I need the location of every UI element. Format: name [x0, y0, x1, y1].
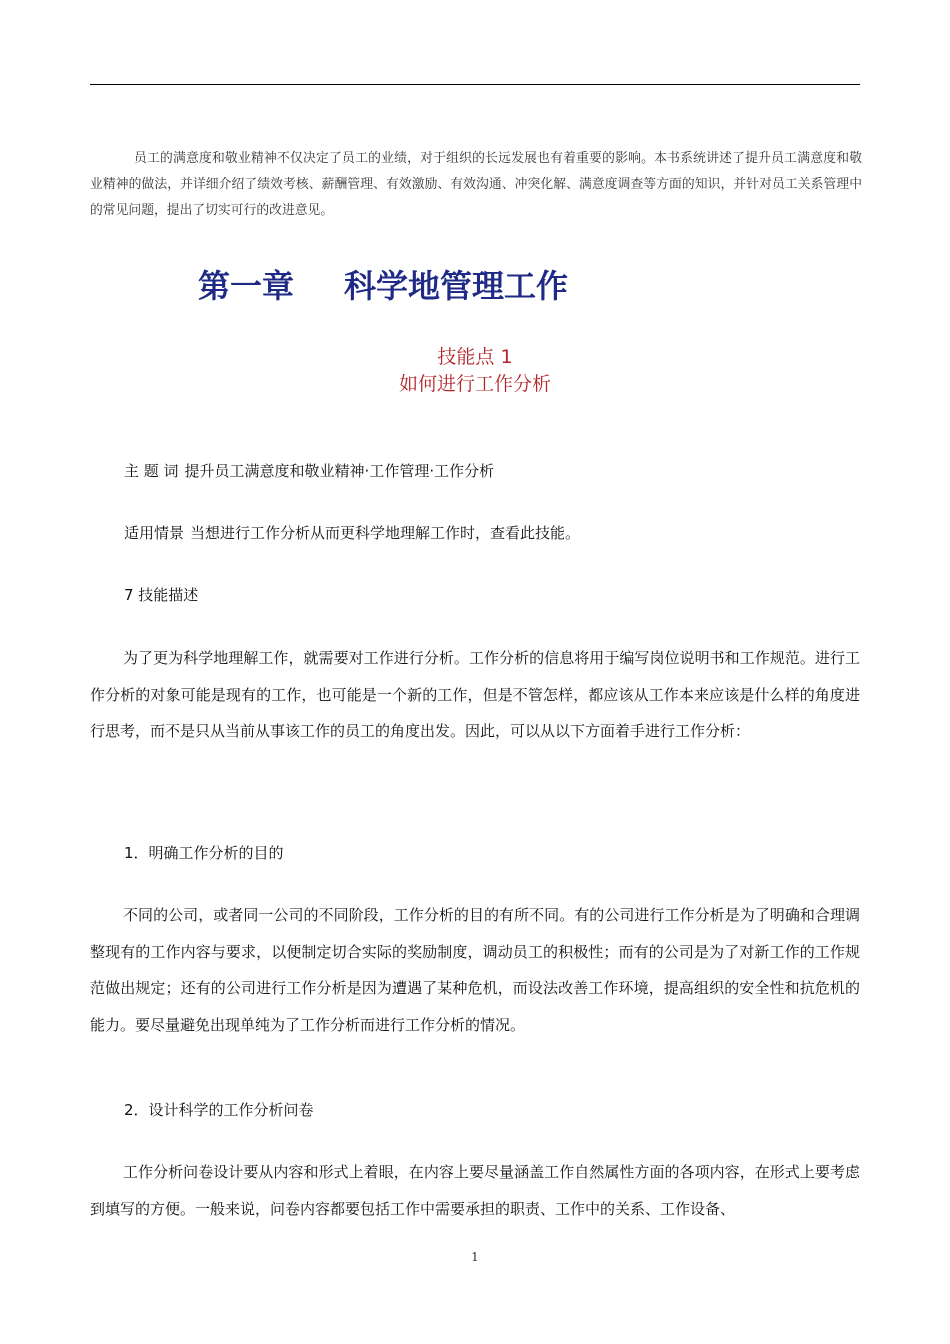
scenario-line [124, 522, 580, 543]
section-heading-1: 1．明确工作分析的目的 [124, 844, 284, 862]
keywords-value: 提升员工满意度和敬业精神·工作管理·工作分析 [184, 462, 495, 480]
skill-title: 如何进行工作分析 [398, 373, 551, 395]
page-number: 1 [471, 1250, 479, 1264]
body-paragraph-1: 为了更为科学地理解工作，就需要对工作进行分析。工作分析的信息将用于编写岗位说明书和工作规范。进行工作分析的对象可能是现有的工作，也可能是一个新的工作，但是不管怎样，都应该从工作本来应该是什么样的角度进行思考，而不是只从当前从事该工作的员工的角度出发。因此，可以从以下方面着手进行工作分析： [90, 649, 860, 740]
scenario-label: 适用情景 [124, 524, 185, 542]
body-paragraph-3: 工作分析问卷设计要从内容和形式上着眼，在内容上要尽量涵盖工作自然属性方面的各项内容，在形式上要考虑到填写的方便。一般来说，问卷内容都要包括工作中需要承担的职责、工作中的关系、工作设备、 [90, 1163, 860, 1218]
intro-paragraph: 员工的满意度和敬业精神不仅决定了员工的业绩，对于组织的长远发展也有着重要的影响。本书系统讲述了提升员工满意度和敬业精神的做法，并详细介绍了绩效考核、薪酬管理、有效激励、有效沟通、冲突化解、满意度调查等方面的知识，并针对员工关系管理中的常见问题，提出了切实可行的改进意见。 [90, 151, 862, 218]
keywords-line [124, 460, 494, 481]
chapter-title: 科学地管理工作 [344, 267, 569, 305]
body-paragraph-2: 不同的公司，或者同一公司的不同阶段，工作分析的目的有所不同。有的公司进行工作分析是为了明确和合理调整现有的工作内容与要求，以便制定切合实际的奖励制度，调动员工的积极性；而有的公司是为了对新工作的工作规范做出规定；还有的公司进行工作分析是因为遭遇了某种危机，而设法改善工作环境，提高组织的安全性和抗危机的能力。要尽量避免出现单纯为了工作分析而进行工作分析的情况。 [90, 906, 860, 1034]
description-heading: 7 技能描述 [124, 586, 199, 604]
skill-label: 技能点 1 [437, 346, 513, 368]
chapter-number: 第一章 [198, 267, 295, 305]
scenario-value: 当想进行工作分析从而更科学地理解工作时，查看此技能。 [190, 524, 581, 542]
keywords-label: 主 题 词 [124, 462, 179, 480]
header-rule [90, 84, 860, 85]
section-heading-2: 2．设计科学的工作分析问卷 [124, 1101, 314, 1119]
chapter-heading [198, 264, 568, 308]
